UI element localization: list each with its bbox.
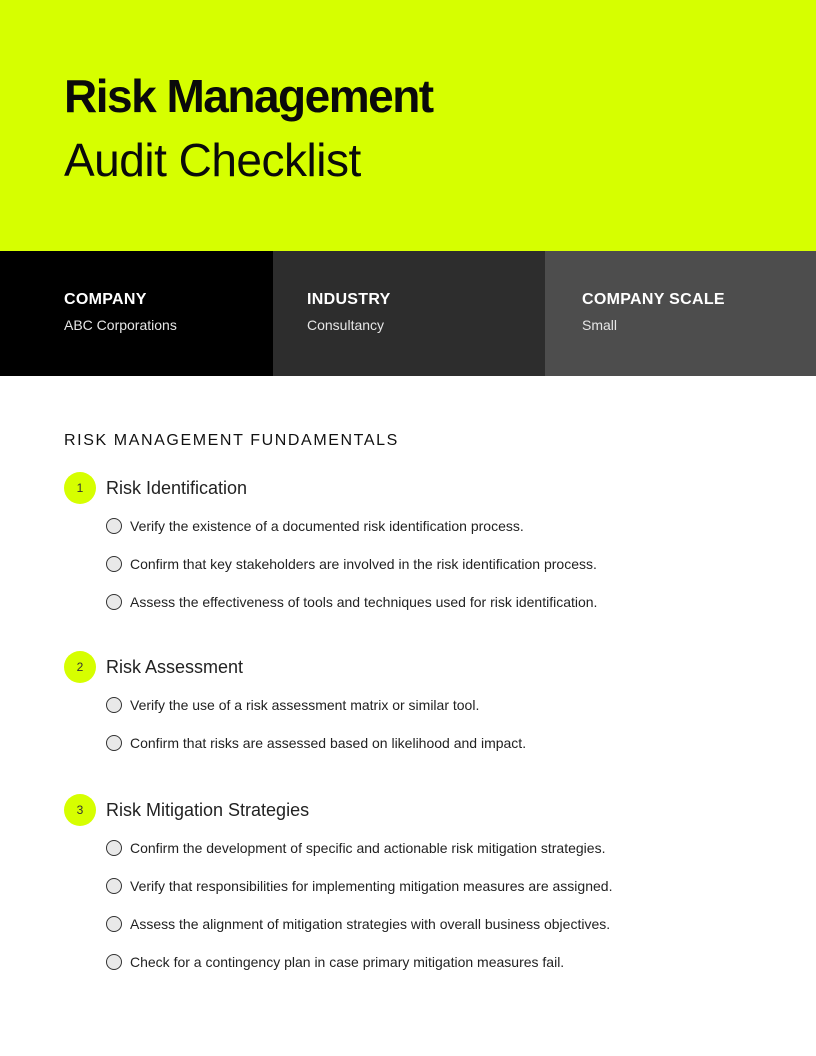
group-header [64, 472, 764, 504]
checklist-item-text: Confirm that key stakeholders are involved in the risk identification process. [130, 556, 597, 572]
checklist-item [106, 829, 764, 867]
checklist-group-risk-mitigation [64, 794, 764, 981]
info-value: ABC Corporations [64, 317, 177, 333]
checklist-item [106, 583, 764, 621]
group-title: Risk Assessment [106, 656, 244, 677]
info-industry [273, 251, 545, 376]
checklist-item [106, 724, 764, 762]
checkbox-circle[interactable] [106, 954, 122, 970]
checklist-item [106, 867, 764, 905]
checkbox-circle[interactable] [106, 594, 122, 610]
checkbox-circle[interactable] [106, 697, 122, 713]
section-title: RISK MANAGEMENT FUNDAMENTALS [64, 432, 399, 449]
checklist-items [106, 507, 764, 621]
checklist-item [106, 905, 764, 943]
group-title: Risk Identification [106, 477, 248, 498]
checklist-item-text: Verify that responsibilities for implementing mitigation measures are assigned. [130, 878, 613, 894]
info-label: COMPANY SCALE [582, 291, 725, 308]
title-sub: Audit Checklist [64, 134, 361, 186]
checkbox-circle[interactable] [106, 878, 122, 894]
step-number-badge: 2 [64, 651, 96, 683]
checklist-item [106, 507, 764, 545]
checkbox-circle[interactable] [106, 518, 122, 534]
checklist-items [106, 829, 764, 981]
info-label: INDUSTRY [307, 291, 391, 308]
info-value: Consultancy [307, 317, 385, 333]
checklist-group-risk-identification [64, 472, 764, 621]
info-value: Small [582, 317, 618, 333]
group-header [64, 651, 764, 683]
group-title: Risk Mitigation Strategies [106, 799, 310, 820]
title-main: Risk Management [64, 70, 433, 122]
step-number-badge: 1 [64, 472, 96, 504]
info-company [0, 251, 273, 376]
checklist-item-text: Assess the effectiveness of tools and techniques used for risk identification. [130, 594, 598, 610]
checklist-item-text: Confirm the development of specific and actionable risk mitigation strategies. [130, 840, 606, 856]
checkbox-circle[interactable] [106, 840, 122, 856]
checklist-item-text: Check for a contingency plan in case primary mitigation measures fail. [130, 954, 565, 970]
info-label: COMPANY [64, 291, 147, 308]
info-company-scale [545, 251, 816, 376]
company-info-bar [0, 251, 816, 376]
checklist-item [106, 943, 764, 981]
checklist-items [106, 686, 764, 762]
checklist-item-text: Verify the use of a risk assessment matrix or similar tool. [130, 697, 480, 713]
checklist-item [106, 545, 764, 583]
checklist-item-text: Confirm that risks are assessed based on likelihood and impact. [130, 735, 527, 751]
checklist-item-text: Assess the alignment of mitigation strategies with overall business objectives. [130, 916, 611, 932]
checkbox-circle[interactable] [106, 916, 122, 932]
group-header [64, 794, 764, 826]
checklist-item [106, 686, 764, 724]
checkbox-circle[interactable] [106, 735, 122, 751]
header-banner [0, 0, 816, 251]
checkbox-circle[interactable] [106, 556, 122, 572]
step-number-badge: 3 [64, 794, 96, 826]
checklist-item-text: Verify the existence of a documented risk identification process. [130, 518, 524, 534]
checklist-group-risk-assessment [64, 651, 764, 762]
